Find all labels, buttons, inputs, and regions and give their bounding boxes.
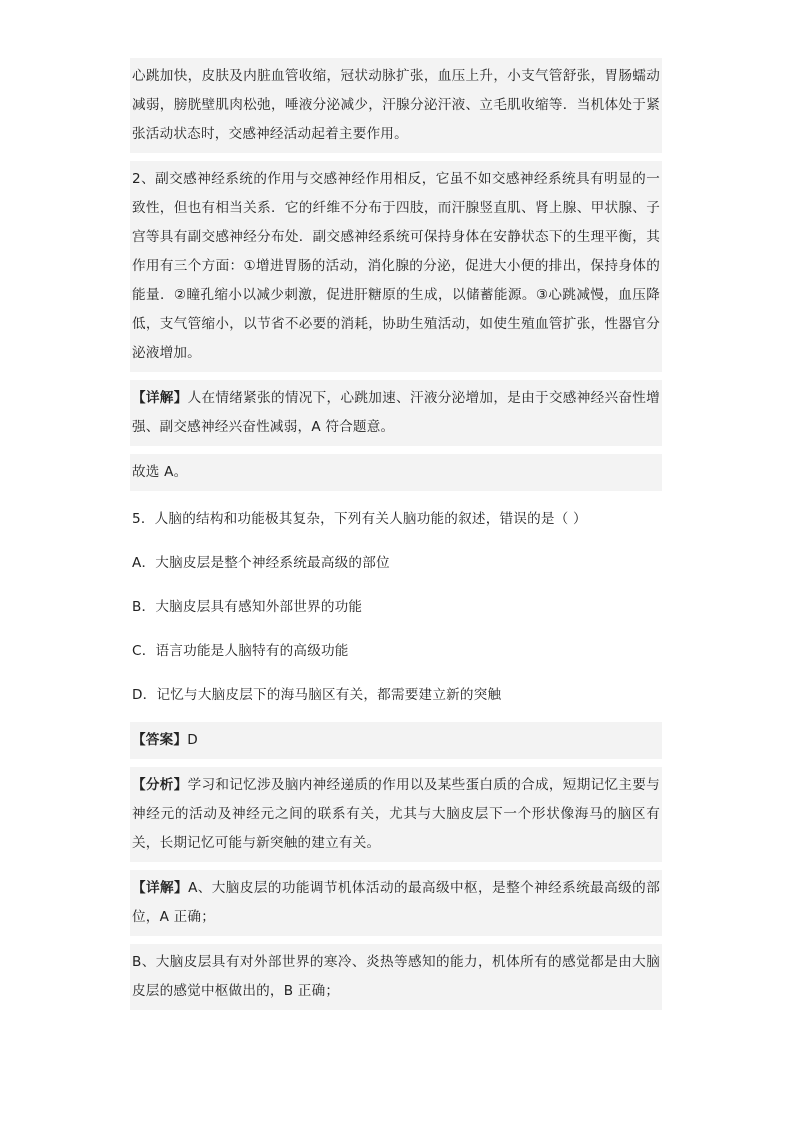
spacer bbox=[130, 759, 662, 767]
question-stem bbox=[130, 505, 662, 534]
conclusion-line bbox=[130, 454, 662, 491]
conclusion-text: 故选 A。 bbox=[132, 464, 188, 480]
option-c-text: C．语言功能是人脑特有的高级功能 bbox=[132, 643, 349, 659]
detail-tag: 【详解】 bbox=[132, 880, 189, 896]
spacer bbox=[130, 372, 662, 380]
answer-line bbox=[130, 722, 662, 759]
analysis-text: 学习和记忆涉及脑内神经递质的作用以及某些蛋白质的合成，短期记忆主要与神经元的活动及神经元之间的联系有关，尤其与大脑皮层下一个形状像海马的脑区有关，长期记忆可能与新突触的建立有关。 bbox=[132, 777, 660, 851]
spacer bbox=[130, 153, 662, 161]
option-a bbox=[130, 549, 662, 578]
analysis-paragraph-1 bbox=[130, 58, 662, 153]
analysis-text: 心跳加快，皮肤及内脏血管收缩，冠状动脉扩张，血压上升，小支气管舒张，胃肠蠕动减弱，膀胱壁肌肉松弛，唾液分泌减少，汗腺分泌汗液、立毛肌收缩等．当机体处于紧张活动状态时，交感神经活动起着主要作用。 bbox=[132, 68, 660, 142]
option-a-text: A．大脑皮层是整个神经系统最高级的部位 bbox=[132, 555, 390, 571]
answer-value: D bbox=[187, 732, 198, 748]
option-b bbox=[130, 593, 662, 622]
detail-block-a bbox=[130, 870, 662, 936]
detail-a-text: A、大脑皮层的功能调节机体活动的最高级中枢，是整个神经系统最高级的部位，A 正确； bbox=[132, 880, 660, 925]
option-c bbox=[130, 637, 662, 666]
answer-tag: 【答案】 bbox=[132, 732, 188, 748]
option-d-text: D．记忆与大脑皮层下的海马脑区有关，都需要建立新的突触 bbox=[132, 687, 502, 703]
detail-tag: 【详解】 bbox=[132, 390, 188, 406]
analysis-block bbox=[130, 767, 662, 862]
option-b-text: B．大脑皮层具有感知外部世界的功能 bbox=[132, 599, 363, 615]
document-page bbox=[130, 58, 662, 1010]
option-d bbox=[130, 681, 662, 710]
question-stem-text: 5．人脑的结构和功能极其复杂，下列有关人脑功能的叙述，错误的是（ ） bbox=[132, 511, 587, 527]
analysis-paragraph-2 bbox=[130, 161, 662, 372]
detail-block-b bbox=[130, 944, 662, 1010]
spacer bbox=[130, 936, 662, 944]
analysis-tag: 【分析】 bbox=[132, 777, 188, 793]
detail-b-text: B、大脑皮层具有对外部世界的寒冷、炎热等感知的能力，机体所有的感觉都是由大脑皮层的感觉中枢做出的，B 正确； bbox=[132, 954, 660, 999]
analysis-text: 2、副交感神经系统的作用与交感神经作用相反，它虽不如交感神经系统具有明显的一致性，但也有相当关系．它的纤维不分布于四肢，而汗腺竖直肌、肾上腺、甲状腺、子宫等具有副交感神经分布处．副交感神经系统可保持身体在安静状态下的生理平衡，其作用有三个方面：①增进胃肠的活动，消化腺的分泌，促进大小便的排出，保持身体的能量．②瞳孔缩小以减少刺激，促进肝糖原的生成，以储蓄能源。③心跳减慢，血压降低，支气管缩小，以节省不必要的消耗，协助生殖活动，如使生殖血管扩张，性器官分泌液增加。 bbox=[132, 171, 660, 361]
spacer bbox=[130, 862, 662, 870]
detail-paragraph bbox=[130, 380, 662, 446]
spacer bbox=[130, 446, 662, 454]
detail-text: 人在情绪紧张的情况下，心跳加速、汗液分泌增加，是由于交感神经兴奋性增强、副交感神经兴奋性减弱，A 符合题意。 bbox=[132, 390, 660, 435]
